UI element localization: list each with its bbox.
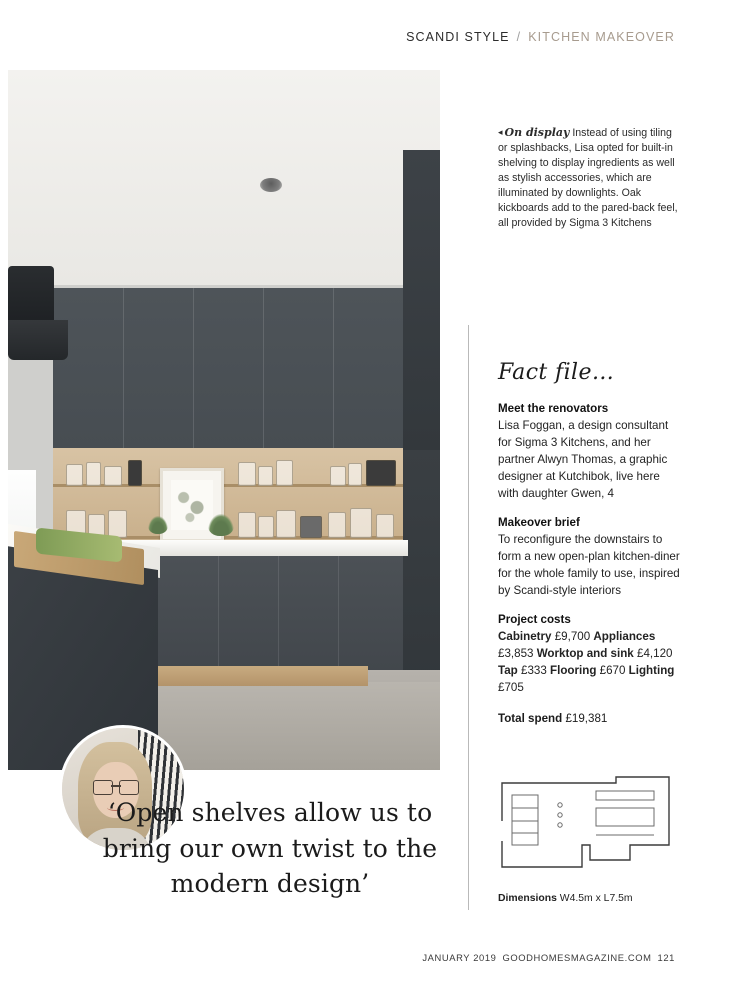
header-subsection: KITCHEN MAKEOVER bbox=[528, 30, 675, 44]
dimensions-label: Dimensions bbox=[498, 893, 557, 904]
photo-pendant-light bbox=[8, 266, 54, 328]
caption-text: Instead of using tiling or splashbacks, Lisa opted for built-in shelving to display ingredients as well as stylish accessories, which are illuminated by downlights. Oak kickboards add to the pared-back feel, all provided by Sigma 3 Kitchens bbox=[498, 127, 678, 230]
page-footer bbox=[422, 952, 675, 963]
cost-value: £333 bbox=[521, 664, 547, 678]
photo-tall-cabinet-right bbox=[403, 150, 440, 450]
cost-label: Flooring bbox=[550, 664, 597, 678]
total-spend bbox=[498, 712, 680, 725]
page-header bbox=[406, 30, 675, 44]
photo-upper-cabinets bbox=[53, 288, 403, 448]
fact-block-heading: Makeover brief bbox=[498, 516, 580, 530]
photo-oak-kickboard bbox=[158, 666, 368, 686]
page-number: 121 bbox=[657, 952, 675, 963]
fact-block-brief bbox=[498, 516, 680, 599]
fact-file-title: Fact file… bbox=[498, 360, 615, 385]
cost-label: Appliances bbox=[593, 630, 656, 644]
total-spend-label: Total spend bbox=[498, 712, 563, 726]
cost-label: Lighting bbox=[628, 664, 675, 678]
cost-label: Worktop and sink bbox=[536, 647, 634, 661]
cost-value: £9,700 bbox=[554, 630, 591, 644]
footer-issue: JANUARY 2019 bbox=[422, 952, 497, 963]
photo-plant-b bbox=[148, 516, 168, 534]
total-spend-value: £19,381 bbox=[565, 712, 608, 726]
caption-arrow-icon: ◂ bbox=[498, 127, 503, 137]
fact-file bbox=[498, 360, 680, 725]
footer-publication: GOODHOMESMAGAZINE.COM bbox=[502, 952, 652, 963]
floor-plan bbox=[498, 775, 673, 870]
fact-block-body: Lisa Foggan, a design consultant for Sigma 3 Kitchens, and her partner Alwyn Thomas, a graphic designer at Kutchibok, live here with daughter Gwen, 4 bbox=[498, 419, 669, 501]
photo-plant-a bbox=[208, 514, 234, 536]
column-divider bbox=[468, 325, 469, 910]
floor-plan-caption bbox=[498, 893, 633, 904]
cost-value: £705 bbox=[498, 681, 524, 695]
photo-pendant-shade bbox=[8, 320, 68, 360]
cost-value: £3,853 bbox=[498, 647, 534, 661]
cost-value: £670 bbox=[599, 664, 626, 678]
photo-caption bbox=[498, 125, 678, 231]
fact-block-body: To reconfigure the downstairs to form a new open-plan kitchen-diner for the whole family to use, inspired by Scandi-style interiors bbox=[498, 533, 680, 598]
fact-block-heading: Meet the renovators bbox=[498, 402, 609, 415]
fact-block-renovators bbox=[498, 402, 680, 502]
cost-label: Tap bbox=[498, 664, 518, 678]
project-costs-heading: Project costs bbox=[498, 613, 571, 627]
cost-value: £4,120 bbox=[637, 647, 673, 661]
header-separator: / bbox=[516, 30, 522, 44]
project-costs-list bbox=[498, 628, 680, 696]
pull-quote: ‘Open shelves allow us to bring our own twist to the modern design’ bbox=[102, 798, 438, 898]
cost-label: Cabinetry bbox=[498, 630, 552, 644]
floor-plan-svg bbox=[498, 775, 673, 870]
header-section: SCANDI STYLE bbox=[406, 30, 510, 44]
kitchen-photo bbox=[8, 70, 440, 770]
dimensions-value: W4.5m x L7.5m bbox=[559, 893, 633, 904]
photo-ceiling bbox=[8, 70, 440, 285]
caption-lead: On display bbox=[504, 126, 570, 139]
fact-block-costs bbox=[498, 613, 680, 696]
photo-downlight bbox=[260, 178, 282, 192]
glasses-icon bbox=[93, 780, 139, 793]
